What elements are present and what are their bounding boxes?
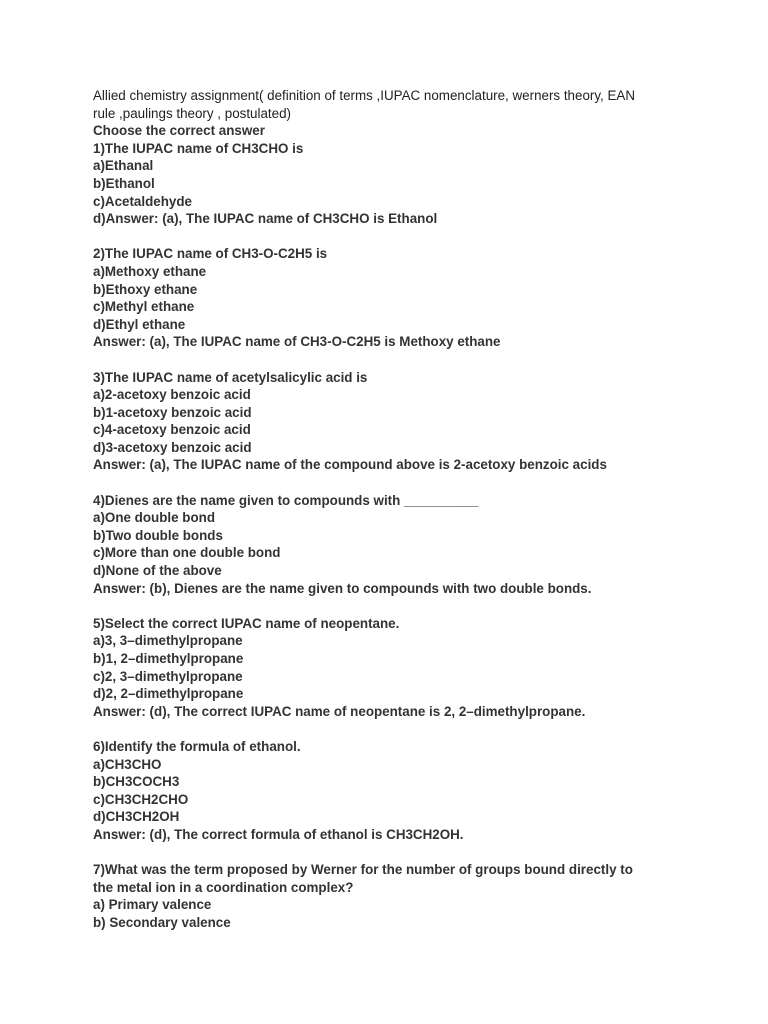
- option-d: d)Answer: (a), The IUPAC name of CH3CHO is Ethanol: [93, 211, 438, 227]
- option-c: c)More than one double bond: [93, 545, 281, 561]
- assignment-title-line-2: rule ,paulings theory , postulated): [93, 105, 292, 121]
- option-b: b)Two double bonds: [93, 527, 223, 543]
- question-block-2: [93, 245, 693, 351]
- option-d: d)2, 2–dimethylpropane: [93, 686, 244, 702]
- option-a: a)2-acetoxy benzoic acid: [93, 387, 251, 403]
- option-c: c)CH3CH2CHO: [93, 791, 189, 807]
- option-a: a)One double bond: [93, 510, 215, 526]
- option-d: d)CH3CH2OH: [93, 809, 180, 825]
- question-block-1: [93, 140, 693, 228]
- option-d: d)None of the above: [93, 563, 222, 579]
- assignment-title-line-1: Allied chemistry assignment( definition of terms ,IUPAC nomenclature, werners theory, EAN: [93, 88, 636, 103]
- option-b: b)CH3COCH3: [93, 774, 180, 790]
- answer-text: Answer: (b), Dienes are the name given to compounds with two double bonds.: [93, 580, 592, 596]
- option-c: c)2, 3–dimethylpropane: [93, 668, 243, 684]
- option-b: b)1-acetoxy benzoic acid: [93, 404, 252, 420]
- spacer: [93, 597, 693, 615]
- option-a: a) Primary valence: [93, 897, 212, 913]
- question-block-7: [93, 861, 693, 931]
- document-page: [93, 87, 693, 932]
- question-text-line-2: the metal ion in a coordination complex?: [93, 879, 354, 895]
- spacer: [93, 228, 693, 246]
- option-a: a)Methoxy ethane: [93, 263, 207, 279]
- answer-text: Answer: (d), The correct formula of ethanol is CH3CH2OH.: [93, 826, 464, 842]
- option-d: d)Ethyl ethane: [93, 316, 186, 332]
- question-text: 5)Select the correct IUPAC name of neopentane.: [93, 615, 400, 631]
- option-b: b)1, 2–dimethylpropane: [93, 651, 244, 666]
- option-a: a)Ethanal: [93, 158, 154, 174]
- option-d: d)3-acetoxy benzoic acid: [93, 439, 252, 455]
- spacer: [93, 474, 693, 492]
- spacer: [93, 844, 693, 862]
- option-b: b)Ethoxy ethane: [93, 281, 198, 297]
- answer-text: Answer: (a), The IUPAC name of CH3-O-C2H5 is Methoxy ethane: [93, 334, 501, 350]
- question-text: 3)The IUPAC name of acetylsalicylic acid is: [93, 369, 368, 385]
- question-text: 6)Identify the formula of ethanol.: [93, 738, 301, 754]
- question-block-4: [93, 492, 693, 598]
- answer-text: Answer: (d), The correct IUPAC name of neopentane is 2, 2–dimethylpropane.: [93, 703, 586, 719]
- option-b: b)Ethanol: [93, 175, 155, 191]
- instruction-text: Choose the correct answer: [93, 123, 265, 139]
- question-text: 4)Dienes are the name given to compounds with __________: [93, 492, 479, 508]
- option-c: c)Acetaldehyde: [93, 193, 192, 209]
- question-text-line-1: 7)What was the term proposed by Werner for the number of groups bound directly to: [93, 862, 633, 878]
- question-text: 2)The IUPAC name of CH3-O-C2H5 is: [93, 246, 328, 262]
- option-a: a)3, 3–dimethylpropane: [93, 633, 243, 649]
- spacer: [93, 720, 693, 738]
- question-block-6: [93, 738, 693, 844]
- option-c: c)4-acetoxy benzoic acid: [93, 422, 251, 438]
- question-block-3: [93, 369, 693, 475]
- question-text: 1)The IUPAC name of CH3CHO is: [93, 140, 304, 156]
- answer-text: Answer: (a), The IUPAC name of the compound above is 2-acetoxy benzoic acids: [93, 457, 607, 473]
- option-a: a)CH3CHO: [93, 756, 162, 772]
- option-c: c)Methyl ethane: [93, 299, 195, 315]
- question-block-5: [93, 615, 693, 721]
- spacer: [93, 351, 693, 369]
- option-b: b) Secondary valence: [93, 914, 231, 930]
